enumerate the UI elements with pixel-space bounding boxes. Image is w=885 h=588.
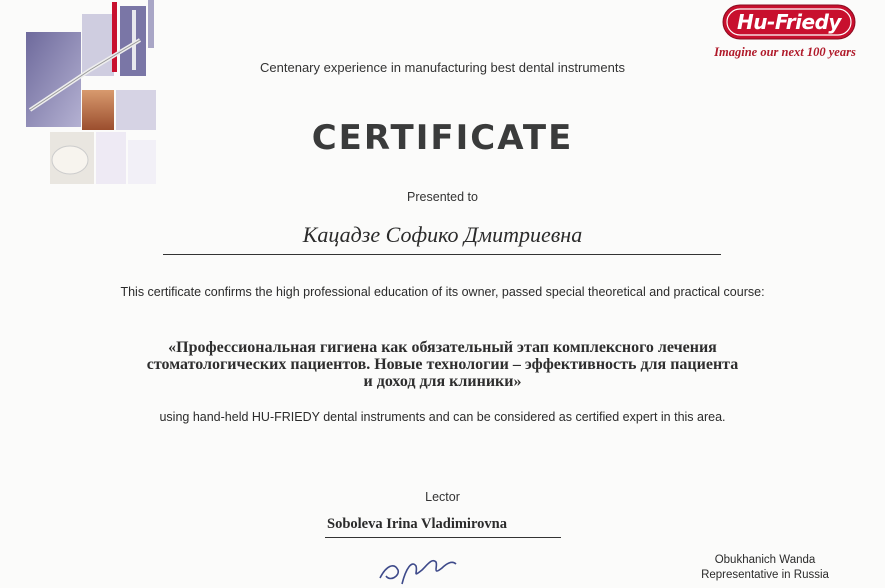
recipient-name: Кацадзе Софико Дмитриевна xyxy=(302,222,583,247)
brand-tagline: Imagine our next 100 years xyxy=(714,45,856,59)
signature-mark xyxy=(372,548,472,588)
certificate-subtitle: Centenary experience in manufacturing best dental instruments xyxy=(260,60,625,75)
course-title-line: и доход для клиники» xyxy=(363,373,522,390)
dental-photo-collage xyxy=(0,0,170,195)
lector-underline xyxy=(325,537,561,538)
lector-name: Soboleva Irina Vladimirovna xyxy=(327,516,507,532)
representative-name: Obukhanich Wanda xyxy=(714,554,816,566)
usage-text: using hand-held HU-FRIEDY dental instruments and can be considered as certified expert in this area. xyxy=(159,410,726,424)
presented-to-label: Presented to xyxy=(407,190,478,204)
course-title-line: «Профессиональная гигиена как обязательный этап комплексного лечения xyxy=(168,339,717,356)
course-title xyxy=(110,339,775,390)
certificate-title: CERTIFICATE xyxy=(311,118,574,158)
representative-role: Representative in Russia xyxy=(701,569,829,581)
hu-friedy-logo xyxy=(722,4,856,40)
recipient-underline xyxy=(163,254,721,255)
logo-text: Hu-Friedy xyxy=(737,10,841,34)
course-title-line: стоматологических пациентов. Новые технологии – эффективность для пациента xyxy=(146,356,739,373)
lector-label: Lector xyxy=(425,490,460,504)
confirmation-text: This certificate confirms the high professional education of its owner, passed special theoretical and practical course: xyxy=(120,285,765,299)
